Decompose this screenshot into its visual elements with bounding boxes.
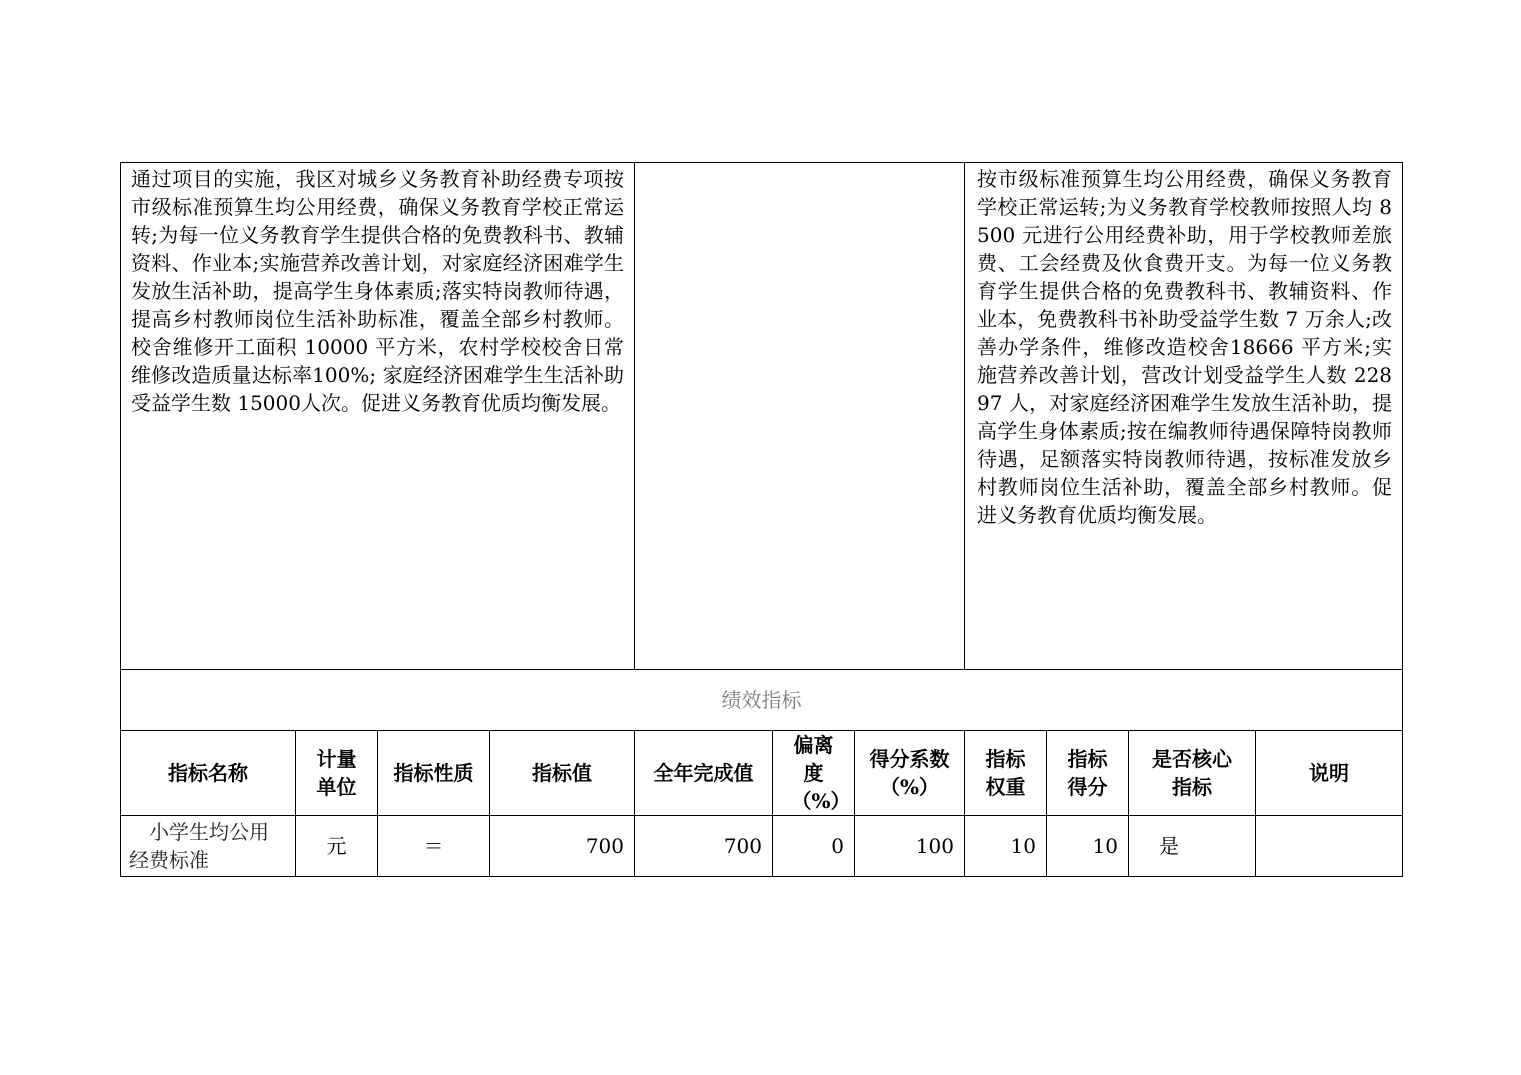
header-core: 是否核心指标: [1129, 731, 1256, 816]
summary-goal-cell: [121, 163, 635, 670]
header-target: 指标值: [490, 731, 635, 816]
row-score: 10: [1047, 816, 1129, 877]
summary-goal-text: 通过项目的实施，我区对城乡义务教育补助经费专项按市级标准预算生均公用经费，确保义务教育学校正常运转;为每一位义务教育学生提供合格的免费教科书、教辅资料、作业本;实施营养改善计划，对家庭经济困难学生发放生活补助，提高学生身体素质;落实特岗教师待遇，提高乡村教师岗位生活补助标准，覆盖全部乡村教师。校舍维修开工面积 10000 平方米，农村学校校舍日常维修改造质量达标率100%; 家庭经济困难学生生活补助受益学生数 15000人次。促进义务教育优质均衡发展。: [131, 167, 624, 415]
header-deviation: 偏离度（%）: [773, 731, 855, 816]
summary-row: [121, 163, 1403, 670]
summary-middle-text: [635, 163, 964, 167]
row-deviation: 0: [773, 816, 855, 877]
row-core: 是: [1129, 816, 1256, 877]
row-nature: ＝: [378, 816, 490, 877]
header-score: 指标得分: [1047, 731, 1129, 816]
summary-result-text: 按市级标准预算生均公用经费，确保义务教育学校正常运转;为义务教育学校教师按照人均 8500 元进行公用经费补助，用于学校教师差旅费、工会经费及伙食费开支。为每一位义务教育学生提供合格的免费教科书、教辅资料、作业本，免费教科书补助受益学生数 7 万余人;改善办学条件，维修改造校舍18666 平方米;实施营养改善计划，营改计划受益学生人数 22897 人，对家庭经济困难学生发放生活补助，提高学生身体素质;按在编教师待遇保障特岗教师待遇，足额落实特岗教师待遇，按标准发放乡村教师岗位生活补助，覆盖全部乡村教师。促进义务教育优质均衡发展。: [977, 167, 1393, 527]
performance-table-sheet: [120, 162, 1403, 877]
row-actual: 700: [635, 816, 773, 877]
header-name: 指标名称: [121, 731, 296, 816]
header-weight: 指标权重: [965, 731, 1047, 816]
row-name: 小学生均公用经费标准: [121, 816, 296, 877]
row-note: [1256, 816, 1403, 877]
section-title-row: [121, 670, 1403, 731]
performance-table: [120, 162, 1403, 877]
summary-result-cell: [965, 163, 1403, 670]
row-target: 700: [490, 816, 635, 877]
header-note: 说明: [1256, 731, 1403, 816]
header-unit: 计量单位: [296, 731, 378, 816]
section-title: 绩效指标: [121, 670, 1403, 731]
row-weight: 10: [965, 816, 1047, 877]
header-coef: 得分系数（%）: [855, 731, 965, 816]
header-actual: 全年完成值: [635, 731, 773, 816]
header-row: [121, 731, 1403, 816]
summary-middle-cell: [635, 163, 965, 670]
row-unit: 元: [296, 816, 378, 877]
header-nature: 指标性质: [378, 731, 490, 816]
row-coef: 100: [855, 816, 965, 877]
table-row: [121, 816, 1403, 877]
